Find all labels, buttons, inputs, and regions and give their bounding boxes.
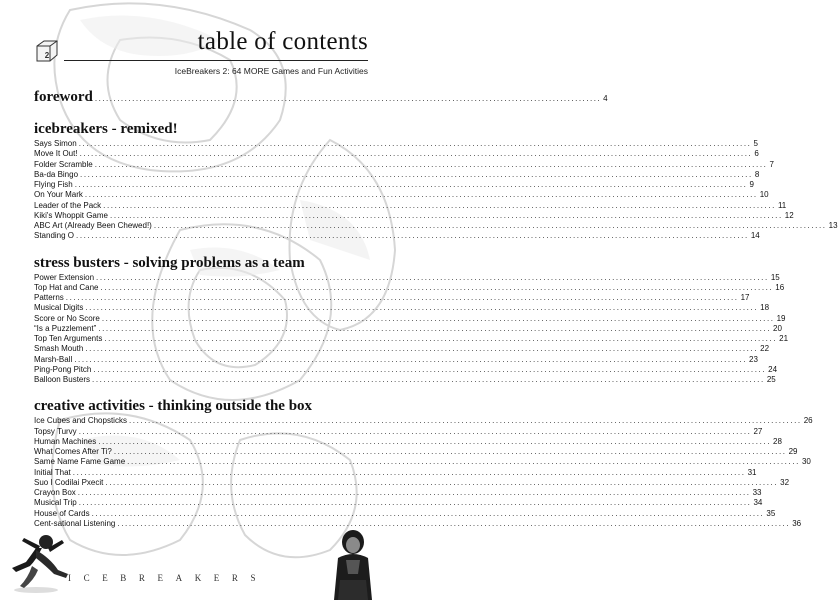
dot-leader: ................................................................................................................................................................................: [128, 416, 802, 426]
entry-page-number: 36: [792, 518, 802, 528]
entry-page-number: 26: [803, 416, 813, 426]
entry-label: Patterns: [34, 293, 64, 302]
toc-entry[interactable]: [34, 488, 762, 498]
entry-page-number: 23: [749, 354, 758, 364]
entry-label: Top Ten Arguments: [34, 334, 103, 343]
page-subtitle: IceBreakers 2: 64 MORE Games and Fun Activities: [174, 66, 368, 76]
toc-entry[interactable]: [34, 221, 838, 231]
entry-label: Balloon Busters: [34, 375, 91, 384]
dot-leader: ................................................................................................................................................................................: [80, 169, 753, 179]
entry-label: Musical Trip: [34, 498, 77, 508]
toc-entry[interactable]: [34, 416, 813, 426]
toc-entry[interactable]: [34, 477, 790, 488]
dot-leader: ................................................................................................................................................................................: [91, 508, 765, 518]
entry-label: Marsh-Ball: [34, 354, 73, 364]
entry-label: Says Simon: [34, 139, 77, 148]
entry-page-number: 35: [766, 508, 776, 518]
entry-label: Topsy Turvy: [34, 426, 77, 436]
entry-label: House of Cards: [34, 508, 90, 518]
title-rule: [64, 60, 368, 61]
dot-leader: ................................................................................................................................................................................: [85, 303, 759, 313]
entry-label: Musical Digits: [34, 303, 84, 313]
dot-leader: ........................................................................................................................................: [94, 94, 602, 103]
section-title: icebreakers - remixed!: [34, 121, 178, 137]
entry-page-number: 10: [759, 190, 769, 200]
section-title: creative activities - thinking outside the box: [34, 398, 313, 415]
entry-label: Suo I Codilai Pxecit: [34, 477, 104, 487]
table-of-contents: [34, 82, 838, 529]
dot-leader: ................................................................................................................................................................................: [85, 344, 759, 354]
page-title: table of contents: [197, 28, 368, 55]
entry-page-number: 20: [773, 323, 782, 333]
foreword-entry[interactable]: [34, 88, 608, 108]
entry-label: Move It Out!: [34, 149, 78, 159]
entry-page-number: 16: [775, 282, 785, 292]
entry-label: Ba-da Bingo: [34, 169, 79, 179]
entry-page-number: 18: [760, 303, 770, 313]
entry-page-number: 12: [784, 210, 794, 220]
jumping-kid-photo: [6, 528, 76, 594]
toc-entry[interactable]: [34, 190, 769, 200]
entry-page-number: 24: [768, 364, 778, 374]
toc-entry[interactable]: [34, 303, 770, 313]
dot-leader: ................................................................................................................................................................................: [101, 313, 775, 323]
dot-leader: ................................................................................................................................................................................: [104, 334, 778, 343]
dot-leader: ................................................................................................................................................................................: [77, 488, 751, 497]
entry-label: Score or No Score: [34, 313, 100, 323]
entry-label: Standing O: [34, 231, 75, 241]
entry-page-number: 33: [752, 488, 762, 497]
entry-page-number: 30: [801, 457, 811, 467]
dot-leader: ................................................................................................................................................................................: [105, 477, 779, 487]
entry-label: Leader of the Pack: [34, 200, 102, 210]
toc-entry[interactable]: [34, 508, 776, 519]
footer-wordmark: ICEBREAKERS: [68, 573, 269, 583]
foreword-title: foreword: [34, 89, 93, 105]
entry-label: Kiki's Whoppit Game: [34, 210, 108, 220]
toc-entry[interactable]: [34, 364, 778, 375]
entry-page-number: 9: [749, 180, 754, 189]
dot-leader: ................................................................................................................................................................................: [117, 518, 791, 528]
entry-label: What Comes After Ti?: [34, 447, 112, 456]
entry-label: Smash Mouth: [34, 344, 84, 354]
dot-leader: ................................................................................................................................................................................: [113, 447, 787, 456]
toc-entry[interactable]: [34, 293, 750, 303]
toc-entry[interactable]: [34, 375, 776, 385]
toc-entry[interactable]: [34, 149, 759, 159]
dot-leader: ................................................................................................................................................................................: [78, 426, 752, 436]
entry-page-number: 31: [747, 467, 757, 477]
entry-page-number: 7: [769, 159, 774, 169]
dot-leader: ................................................................................................................................................................................: [72, 467, 746, 477]
entry-page-number: 8: [754, 169, 760, 179]
toc-entry[interactable]: [34, 159, 774, 170]
toc-entry[interactable]: [34, 200, 787, 211]
entry-page-number: 13: [828, 221, 838, 230]
toc-entry[interactable]: [34, 457, 811, 467]
dot-leader: ................................................................................................................................................................................: [74, 354, 748, 364]
entry-label: Initial That: [34, 467, 71, 477]
dot-leader: ................................................................................................................................................................................: [127, 457, 800, 467]
section-title: stress busters - solving problems as a team: [34, 254, 305, 271]
toc-entry[interactable]: [34, 180, 754, 190]
entry-label: “Is a Puzzlement”: [34, 323, 97, 333]
entry-page-number: 28: [773, 436, 782, 446]
foreword-page: 4: [603, 94, 608, 103]
toc-entry[interactable]: [34, 139, 758, 149]
entry-label: ABC Art (Already Been Chewed!): [34, 221, 152, 230]
dot-leader: ................................................................................................................................................................................: [94, 159, 768, 169]
toc-entry[interactable]: [34, 498, 763, 508]
dot-leader: ................................................................................................................................................................................: [110, 210, 783, 220]
smiling-girl-photo: [330, 528, 376, 600]
entry-label: Crayon Box: [34, 488, 76, 497]
dot-leader: ................................................................................................................................................................................: [92, 375, 765, 384]
toc-entry[interactable]: [34, 344, 770, 354]
entry-page-number: 29: [788, 447, 798, 456]
toc-entry[interactable]: [34, 272, 780, 283]
entry-page-number: 27: [753, 426, 763, 436]
dot-leader: ................................................................................................................................................................................: [79, 149, 753, 159]
dot-leader: ................................................................................................................................................................................: [76, 231, 749, 241]
dot-leader: ................................................................................................................................................................................: [98, 323, 772, 333]
entry-label: Power Extension: [34, 272, 95, 282]
entry-page-number: 6: [754, 149, 759, 159]
entry-label: On Your Mark: [34, 190, 83, 200]
toc-entry[interactable]: [34, 282, 785, 293]
entry-label: Ping-Pong Pitch: [34, 364, 92, 374]
toc-entry[interactable]: [34, 334, 789, 344]
entry-page-number: 25: [766, 375, 776, 384]
entry-page-number: 11: [777, 200, 787, 210]
dot-leader: ................................................................................................................................................................................: [78, 139, 752, 148]
dot-leader: ................................................................................................................................................................................: [153, 221, 827, 230]
toc-entry[interactable]: [34, 354, 758, 365]
dot-leader: ................................................................................................................................................................................: [100, 282, 774, 292]
entry-page-number: 34: [753, 498, 763, 508]
dot-leader: ................................................................................................................................................................................: [74, 180, 748, 189]
toc-entry[interactable]: [34, 518, 802, 529]
dot-leader: ................................................................................................................................................................................: [84, 190, 758, 200]
toc-entry[interactable]: [34, 467, 757, 478]
entry-label: Top Hat and Cane: [34, 282, 99, 292]
entry-label: Same Name Fame Game: [34, 457, 126, 467]
entry-page-number: 17: [740, 293, 750, 302]
toc-entry[interactable]: [34, 436, 782, 447]
entry-page-number: 19: [776, 313, 786, 323]
entry-label: Flying Fish: [34, 180, 73, 189]
dot-leader: ................................................................................................................................................................................: [98, 436, 772, 446]
entry-label: Cent-sational Listening: [34, 518, 116, 528]
toc-entry[interactable]: [34, 169, 760, 180]
toc-entry[interactable]: [34, 426, 763, 437]
toc-entry[interactable]: [34, 447, 798, 457]
toc-entry[interactable]: [34, 231, 760, 241]
entry-page-number: 5: [753, 139, 758, 148]
entry-label: Folder Scramble: [34, 159, 93, 169]
entry-label: Human Machines: [34, 436, 97, 446]
dot-leader: ................................................................................................................................................................................: [93, 364, 767, 374]
dot-leader: ................................................................................................................................................................................: [78, 498, 752, 508]
entry-label: Ice Cubes and Chopsticks: [34, 416, 127, 426]
toc-entry[interactable]: [34, 313, 786, 324]
dot-leader: ................................................................................................................................................................................: [65, 293, 739, 302]
entry-page-number: 15: [770, 272, 780, 282]
dot-leader: ................................................................................................................................................................................: [96, 272, 769, 282]
entry-page-number: 14: [750, 231, 760, 241]
dot-leader: ................................................................................................................................................................................: [103, 200, 776, 210]
entry-page-number: 32: [780, 477, 790, 487]
toc-entry[interactable]: [34, 210, 794, 221]
page-number: 2: [44, 51, 50, 60]
entry-page-number: 21: [779, 334, 789, 343]
toc-entry[interactable]: [34, 323, 782, 334]
toc-sections: [34, 120, 838, 529]
entry-page-number: 22: [760, 344, 770, 354]
